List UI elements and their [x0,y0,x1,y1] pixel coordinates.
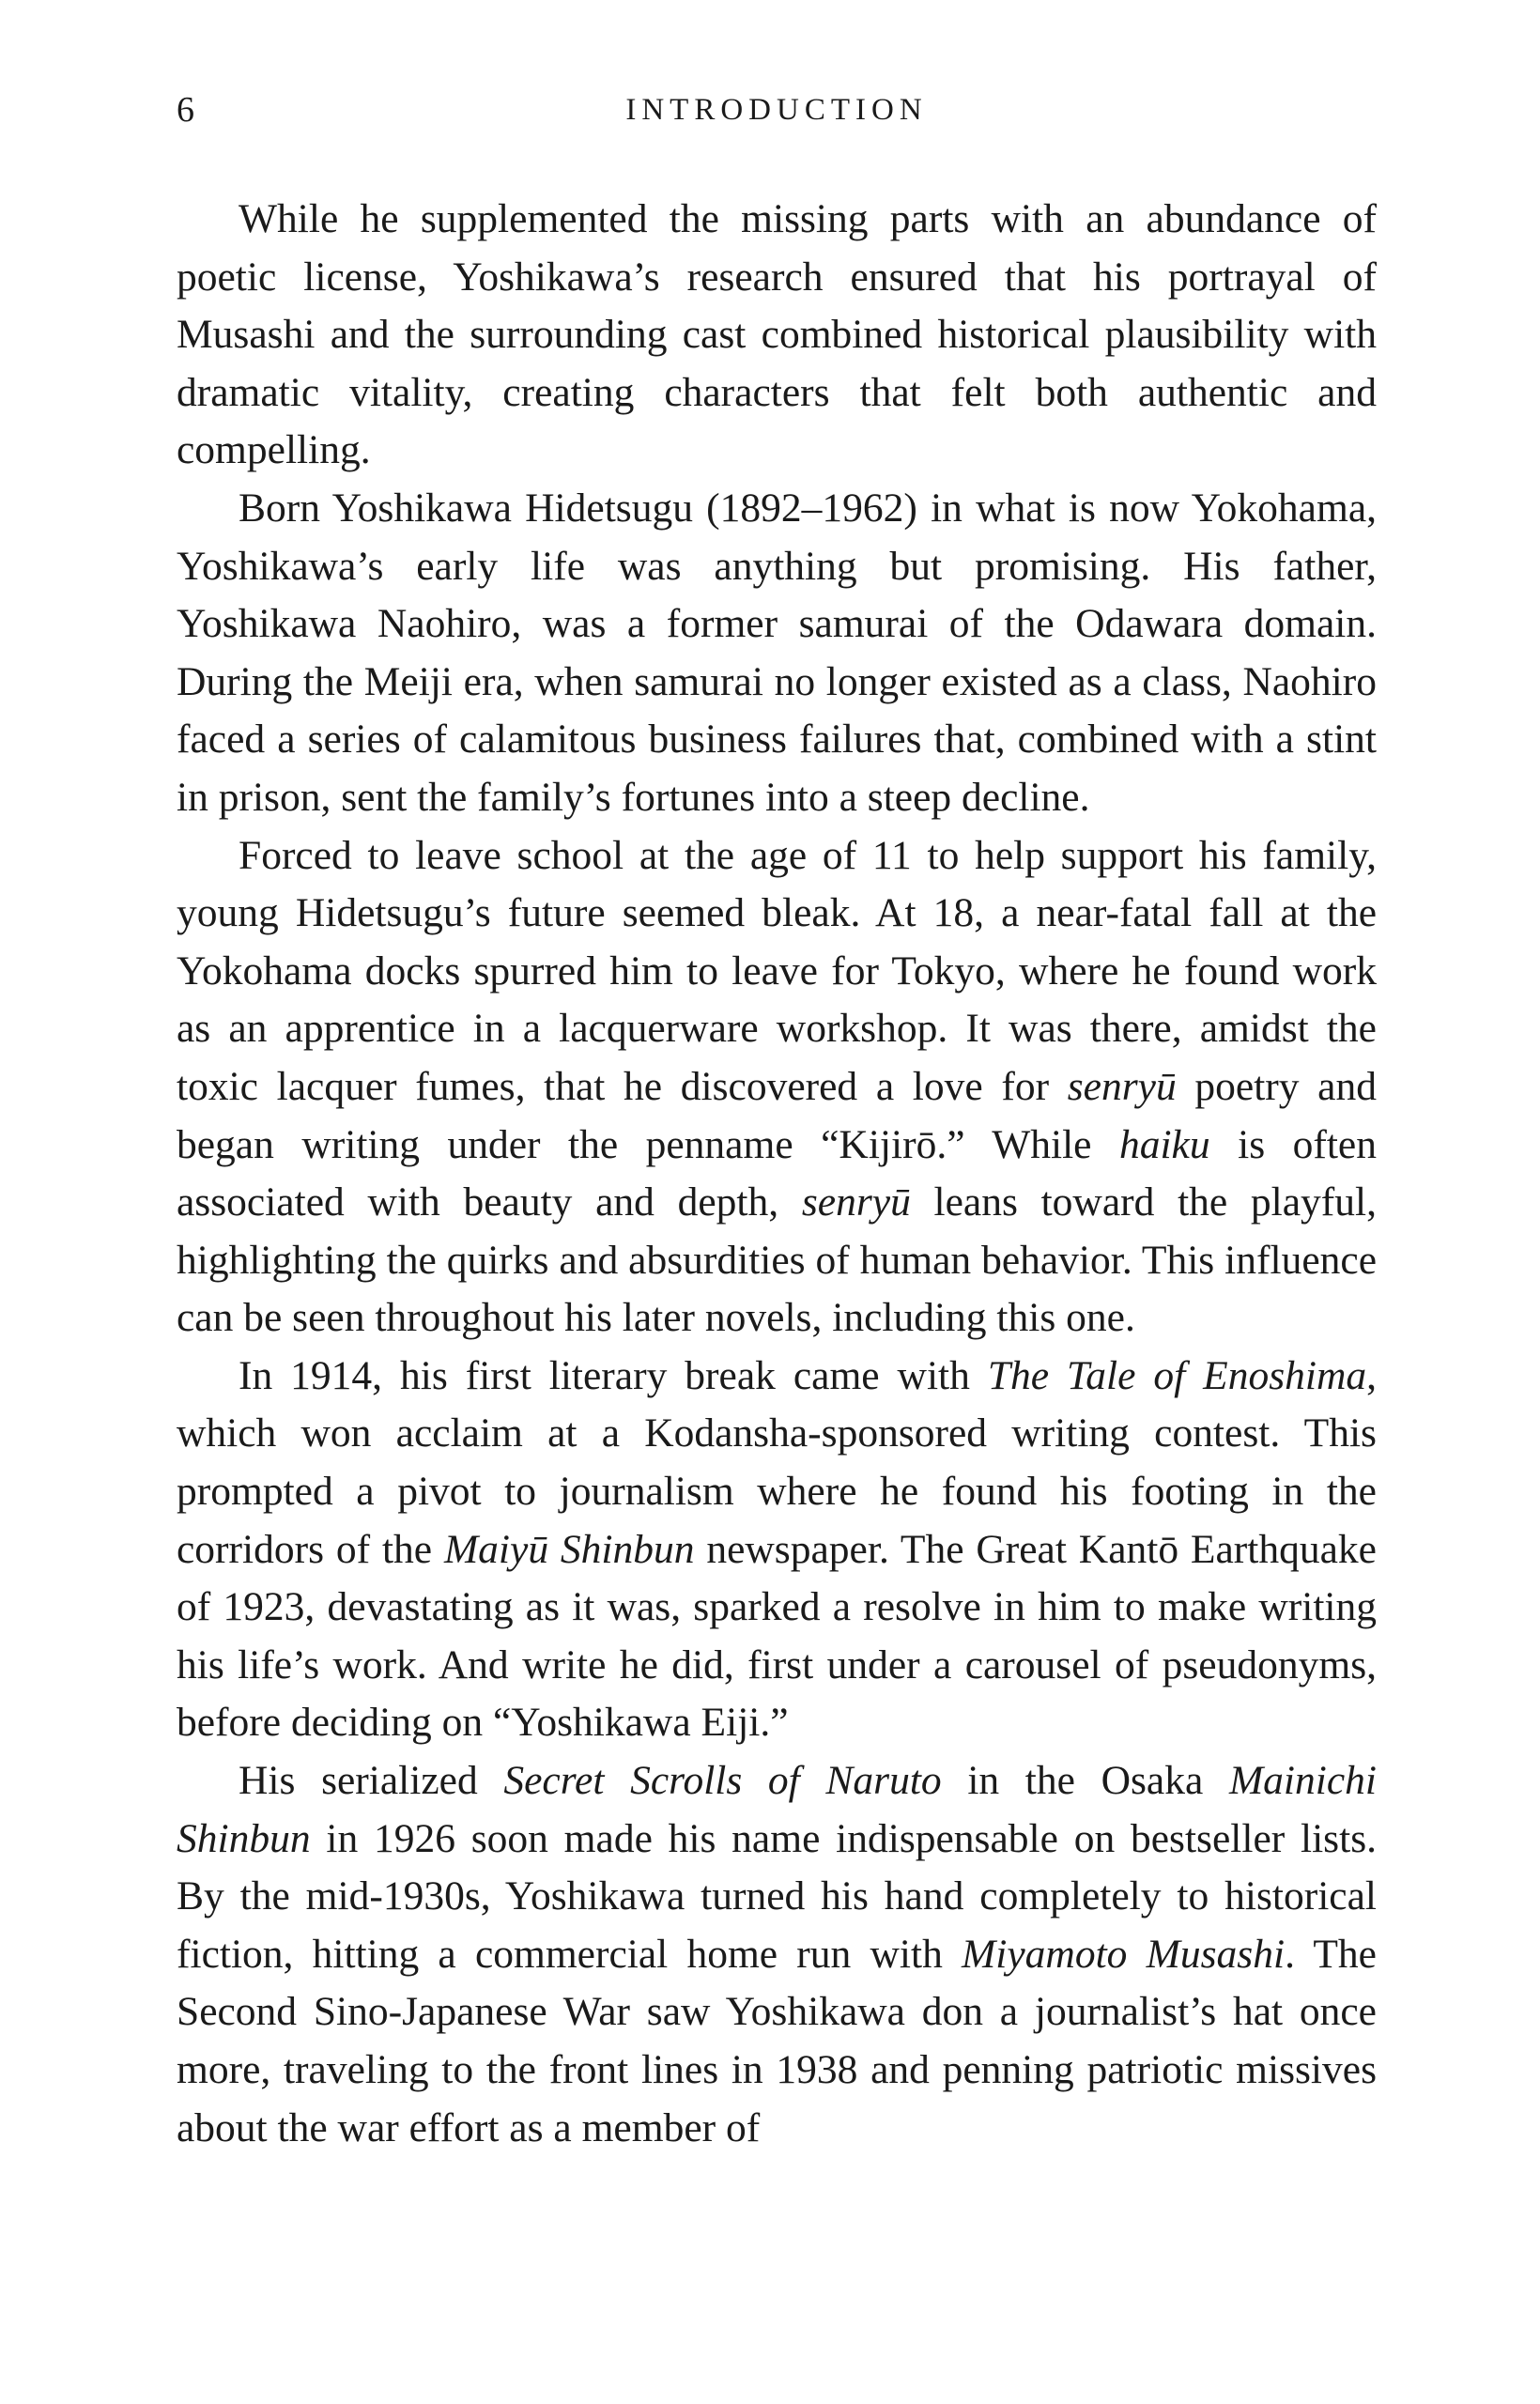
italic-text: senryū [801,1179,911,1225]
paragraph [177,827,1377,1348]
text-run: leans toward the playful, highlighting the quirks and absurdities of human behavior. This influence can be seen throughout his later novels, including this one. [177,1179,1378,1341]
text-run: Forced to leave school at the age of 11 to help support his family, young Hidetsugu’s future seemed bleak. At 18, a near-fatal fall at the Yokohama docks spurred him to leave for Tokyo, where he found work as an apprentice in a lacquerware workshop. It was there, amidst the toxic lacquer fumes, that he discovered a love for [177,832,1377,1109]
text-run: newspaper. The Great Kantō Earthquake of 1923, devastating as it was, sparked a resolve in him to make writing his life’s work. And write he did, first under a carousel of pseudonyms, before deciding on “Yoshikawa Eiji.” [177,1526,1377,1746]
page-number: 6 [177,90,194,130]
text-run: While he supplemented the missing parts with an abundance of poetic license, Yoshikawa’s research ensured that his portrayal of Musashi and the surrounding cast combined historical plausibility with dramatic vitality, creating characters that felt both authentic and compelling. [177,196,1377,473]
italic-text: The Tale of Enoshima [987,1352,1367,1398]
text-run: is often associated with beauty and depth, [177,1121,1377,1225]
text-run: Born Yoshikawa Hidetsugu (1892–1962) in what is now Yokohama, Yoshikawa’s early life was anything but promising. His father, Yoshikawa Naohiro, was a former samurai of the Odawara domain. During the Meiji era, when samurai no longer existed as a class, Naohiro faced a series of calamitous business failures that, combined with a stint in prison, sent the family’s fortunes into a steep decline. [177,485,1377,820]
italic-text: Secret Scrolls of Naruto [503,1758,942,1804]
italic-text: Mainichi Shinbun [177,1758,1377,1861]
italic-text: haiku [1118,1121,1210,1167]
text-run: His serialized [239,1758,504,1804]
italic-text: Miyamoto Musashi [962,1931,1286,1977]
italic-text: senryū [1067,1063,1177,1109]
paragraph [177,1752,1377,2157]
paragraph [177,191,1377,480]
text-run: , which won acclaim at a Kodansha-sponsored writing contest. This prompted a pivot to journalism where he found his footing in the corridors of the [177,1352,1377,1572]
running-head [177,86,1377,133]
text-run: poetry and began writing under the penname “Kijirō.” While [177,1063,1377,1167]
body-text [177,191,1377,2157]
text-run: in 1926 soon made his name indispensable on bestseller lists. By the mid-1930s, Yoshikawa turned his hand completely to historical fiction, hitting a commercial home run with [177,1815,1377,1977]
text-run: In 1914, his first literary break came with [239,1352,988,1398]
section-title: INTRODUCTION [625,93,928,127]
text-run: in the Osaka [941,1758,1229,1804]
paragraph [177,480,1377,827]
italic-text: Maiyū Shinbun [443,1526,695,1572]
paragraph [177,1348,1377,1752]
text-run: . The Second Sino-Japanese War saw Yoshikawa don a journalist’s hat once more, traveling to the front lines in 1938 and penning patriotic missives about the war effort as a member of [177,1931,1377,2150]
